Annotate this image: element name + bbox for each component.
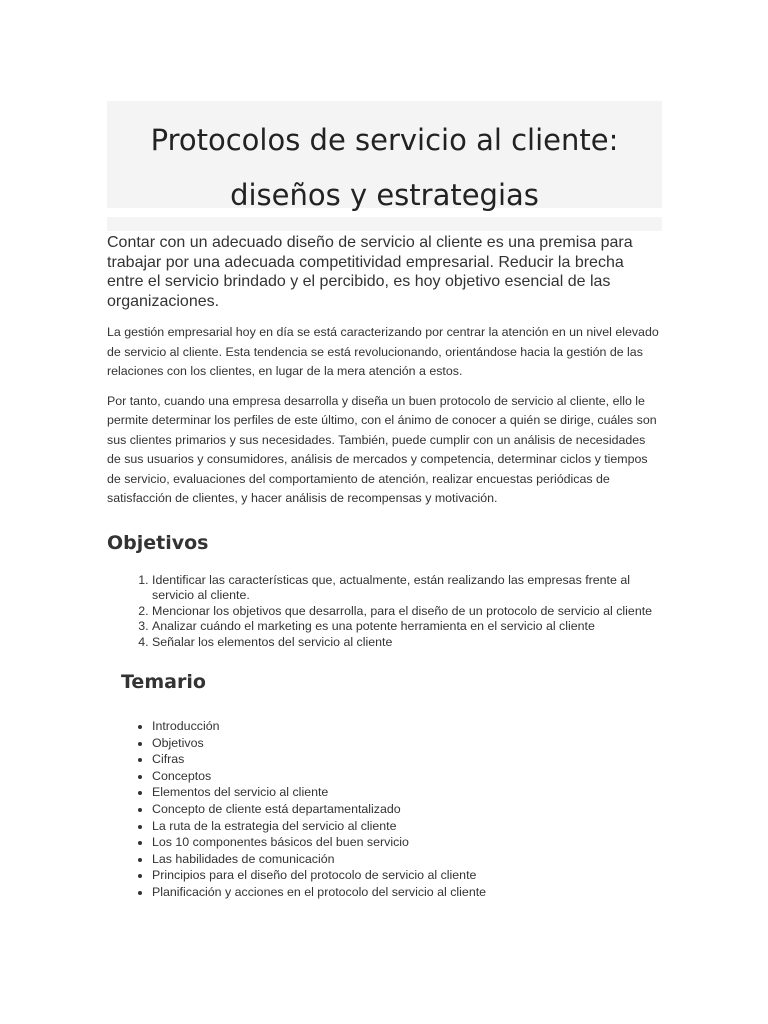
- temario-heading: Temario: [121, 671, 206, 693]
- list-item: 4. Señalar los elementos del servicio al cliente: [152, 635, 662, 651]
- list-item: 3. Analizar cuándo el marketing es una potente herramienta en el servicio al cliente: [152, 619, 662, 635]
- list-item: • Introducción: [152, 718, 662, 735]
- document-page: [107, 101, 662, 901]
- body-paragraph: La gestión empresarial hoy en día se está caracterizando por centrar la atención en un nivel elevado de servicio al cliente. Esta tendencia se está revolucionando, orientándose hacia la gestión de las relaciones con los clientes, en lugar de la mera atención a estos.: [107, 325, 659, 378]
- list-item: 2. Mencionar los objetivos que desarrolla, para el diseño de un protocolo de servicio al cliente: [152, 604, 662, 620]
- list-item: 1. Identificar las características que, actualmente, están realizando las empresas frente al servicio al cliente.: [152, 573, 662, 604]
- list-item: • La ruta de la estrategia del servicio al cliente: [152, 818, 662, 835]
- temario-list: [107, 718, 662, 901]
- title-line-2: diseños y estrategias: [230, 178, 539, 212]
- title-line-1: Protocolos de servicio al cliente:: [150, 123, 619, 157]
- list-item: • Conceptos: [152, 768, 662, 785]
- document-title: [107, 113, 662, 223]
- list-item: • Cifras: [152, 751, 662, 768]
- list-item: • Concepto de cliente está departamentalizado: [152, 801, 662, 818]
- objetivos-heading: Objetivos: [107, 531, 209, 554]
- list-item: • Los 10 componentes básicos del buen servicio: [152, 834, 662, 851]
- list-item: • Elementos del servicio al cliente: [152, 784, 662, 801]
- lead-paragraph: Contar con un adecuado diseño de servicio al cliente es una premisa para trabajar por una adecuada competitividad empresarial. Reducir la brecha entre el servicio brindado y el percibido, es hoy objetivo esencial de las organizaciones.: [107, 234, 633, 310]
- list-item: • Planificación y acciones en el protocolo del servicio al cliente: [152, 884, 662, 901]
- title-banner: [107, 101, 662, 212]
- list-item: • Objetivos: [152, 735, 662, 752]
- body-paragraph: Por tanto, cuando una empresa desarrolla y diseña un buen protocolo de servicio al cliente, ello le permite determinar los perfiles de este último, con el ánimo de conocer a quién se dirige, cuáles son sus clientes primarios y sus necesidades. También, puede cumplir con un análisis de necesidades de sus usuarios y consumidores, análisis de mercados y competencia, determinar ciclos y tiempos de servicio, evaluaciones del comportamiento de atención, realizar encuestas periódicas de satisfacción de clientes, y hacer análisis de recompensas y motivación.: [107, 393, 657, 505]
- list-item: • Principios para el diseño del protocolo de servicio al cliente: [152, 867, 662, 884]
- list-item: • Las habilidades de comunicación: [152, 851, 662, 868]
- objetivos-list: [107, 573, 662, 651]
